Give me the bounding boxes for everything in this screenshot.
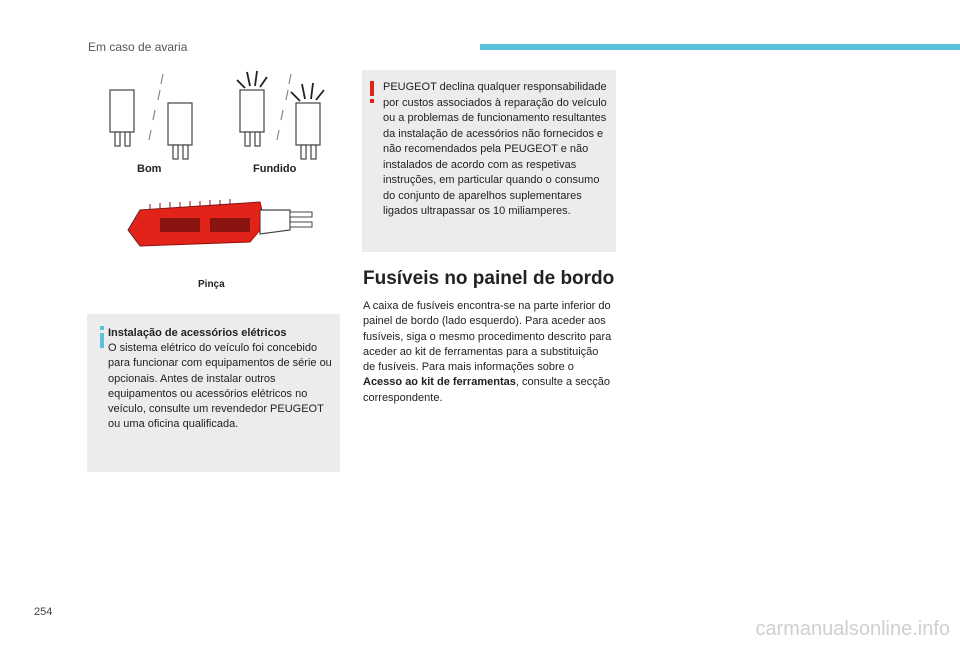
warning-box — [362, 70, 616, 252]
fuse-good-caption: Bom — [137, 163, 162, 175]
warning-icon — [370, 81, 375, 103]
info-icon — [95, 326, 109, 348]
section-text-1: A caixa de fusíveis encontra-se na parte inferior do painel de bordo (lado esquerdo). Para aceder aos fusíveis, siga o mesmo procedimento descrito para aceder ao kit de ferramentas para a substituição de fusíveis. Para mais informações sobre o — [363, 300, 612, 374]
fuse-blown-caption: Fundido — [253, 163, 297, 175]
info-box-content — [108, 326, 334, 432]
fuse-tweezers-illustration — [120, 196, 330, 256]
info-box-text: O sistema elétrico do veículo foi concebido para funcionar com equipamentos de série ou opcionais. Antes de instalar outros equipamentos ou acessórios elétricos no veículo, consulte um revendedor PEUGEOT ou uma oficina qualificada. — [108, 342, 332, 431]
section-body — [363, 299, 613, 406]
header-accent-bar — [480, 44, 960, 50]
page-number: 254 — [34, 606, 53, 618]
info-box-title: Instalação de acessórios elétricos — [108, 327, 287, 339]
watermark: carmanualsonline.info — [755, 618, 950, 640]
section-text-2: , consulte a secção correspondente. — [363, 376, 611, 404]
info-box-electrical-accessories — [87, 314, 340, 472]
toolkit-access-reference: Acesso ao kit de ferramentas — [363, 376, 516, 389]
warning-text: PEUGEOT declina qualquer responsabilidade por custos associados à reparação do veículo ou a problemas de funcionamento resultantes da instalação de acessórios não fornecidos e não recomendados pela PEUGEOT e não instalados de acordo com as respetivas instruções, em particular quando o consumo do conjunto de aparelhos suplementares ligados ultrapassar os 10 miliamperes. — [383, 81, 607, 217]
fuse-illustration — [95, 66, 335, 166]
tweezers-caption: Pinça — [198, 279, 225, 290]
page-header-title: Em caso de avaria — [88, 40, 188, 54]
section-title: Fusíveis no painel de bordo — [363, 268, 615, 289]
